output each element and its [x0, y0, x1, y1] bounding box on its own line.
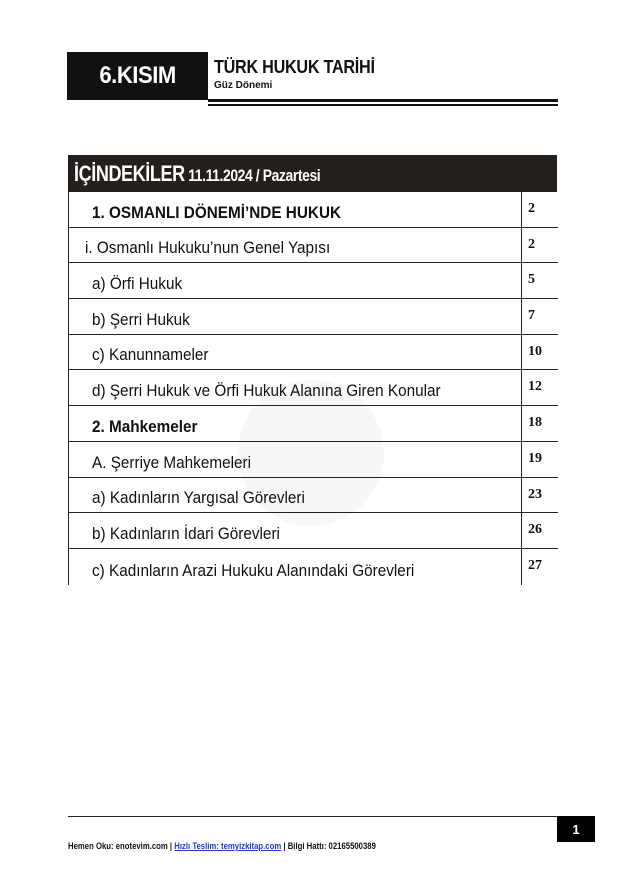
- toc-entry-page: 27: [521, 549, 558, 585]
- section-label: 6.KISIM: [99, 62, 176, 89]
- toc-row[interactable]: [69, 549, 558, 585]
- toc-entry-label: b) Kadınların İdari Görevleri: [92, 523, 280, 543]
- toc-entry-label: d) Şerri Hukuk ve Örfi Hukuk Alanına Giren Konular: [92, 381, 441, 401]
- toc-entry-label: a) Örfi Hukuk: [92, 274, 183, 294]
- footer-separator: |: [281, 841, 288, 851]
- toc-entry-page: 18: [521, 406, 558, 441]
- footer-rule: [68, 816, 557, 817]
- toc-entry-page: 23: [521, 478, 558, 513]
- toc-table: [68, 192, 558, 585]
- toc-row[interactable]: [69, 406, 558, 442]
- toc-row[interactable]: [69, 263, 558, 299]
- toc-entry-page: 12: [521, 370, 558, 405]
- header-rule-thin: [208, 104, 558, 106]
- term-subtitle: Güz Dönemi: [214, 80, 273, 91]
- toc-entry-label: 1. OSMANLI DÖNEMİ’NDE HUKUK: [92, 202, 342, 222]
- footer-separator: |: [167, 841, 175, 851]
- toc-row[interactable]: [69, 299, 558, 335]
- toc-row[interactable]: [69, 513, 558, 549]
- toc-row[interactable]: [69, 192, 558, 228]
- toc-entry-label: A. Şerriye Mahkemeleri: [92, 452, 252, 472]
- toc-entry-label: b) Şerri Hukuk: [92, 309, 190, 329]
- toc-entry-label: 2. Mahkemeler: [92, 416, 198, 436]
- toc-entry-page: 7: [521, 299, 558, 334]
- toc-heading: [68, 155, 557, 192]
- header-rule-thick: [208, 99, 558, 102]
- toc-entry-label: a) Kadınların Yargısal Görevleri: [92, 488, 305, 508]
- toc-heading-date: 11.11.2024 / Pazartesi: [184, 165, 321, 185]
- course-title: TÜRK HUKUK TARİHİ: [214, 57, 375, 77]
- toc-row[interactable]: [69, 335, 558, 371]
- toc-row[interactable]: [69, 442, 558, 478]
- footer-read-link: Hemen Oku: enotevim.com: [68, 841, 168, 851]
- page-number: 1: [557, 816, 595, 842]
- toc-entry-page: 2: [521, 192, 558, 227]
- toc-heading-title: İÇİNDEKİLER: [74, 160, 185, 186]
- footer-delivery-link[interactable]: Hızlı Teslim: temyizkitap.com: [174, 841, 282, 851]
- toc-entry-page: 2: [521, 228, 558, 263]
- toc-row[interactable]: [69, 478, 558, 514]
- footer-hotline: Bilgi Hattı: 02165500389: [287, 841, 376, 851]
- toc-row[interactable]: [69, 228, 558, 264]
- section-badge: [67, 52, 208, 100]
- toc-entry-label: c) Kadınların Arazi Hukuku Alanındaki Görevleri: [92, 560, 415, 580]
- footer-contact: [68, 841, 376, 851]
- toc-entry-page: 26: [521, 513, 558, 548]
- toc-entry-label: i. Osmanlı Hukuku’nun Genel Yapısı: [85, 238, 331, 258]
- toc-entry-page: 19: [521, 442, 558, 477]
- toc-entry-page: 10: [521, 335, 558, 370]
- toc-row[interactable]: [69, 370, 558, 406]
- toc-entry-label: c) Kanunnameler: [92, 345, 209, 365]
- toc-entry-page: 5: [521, 263, 558, 298]
